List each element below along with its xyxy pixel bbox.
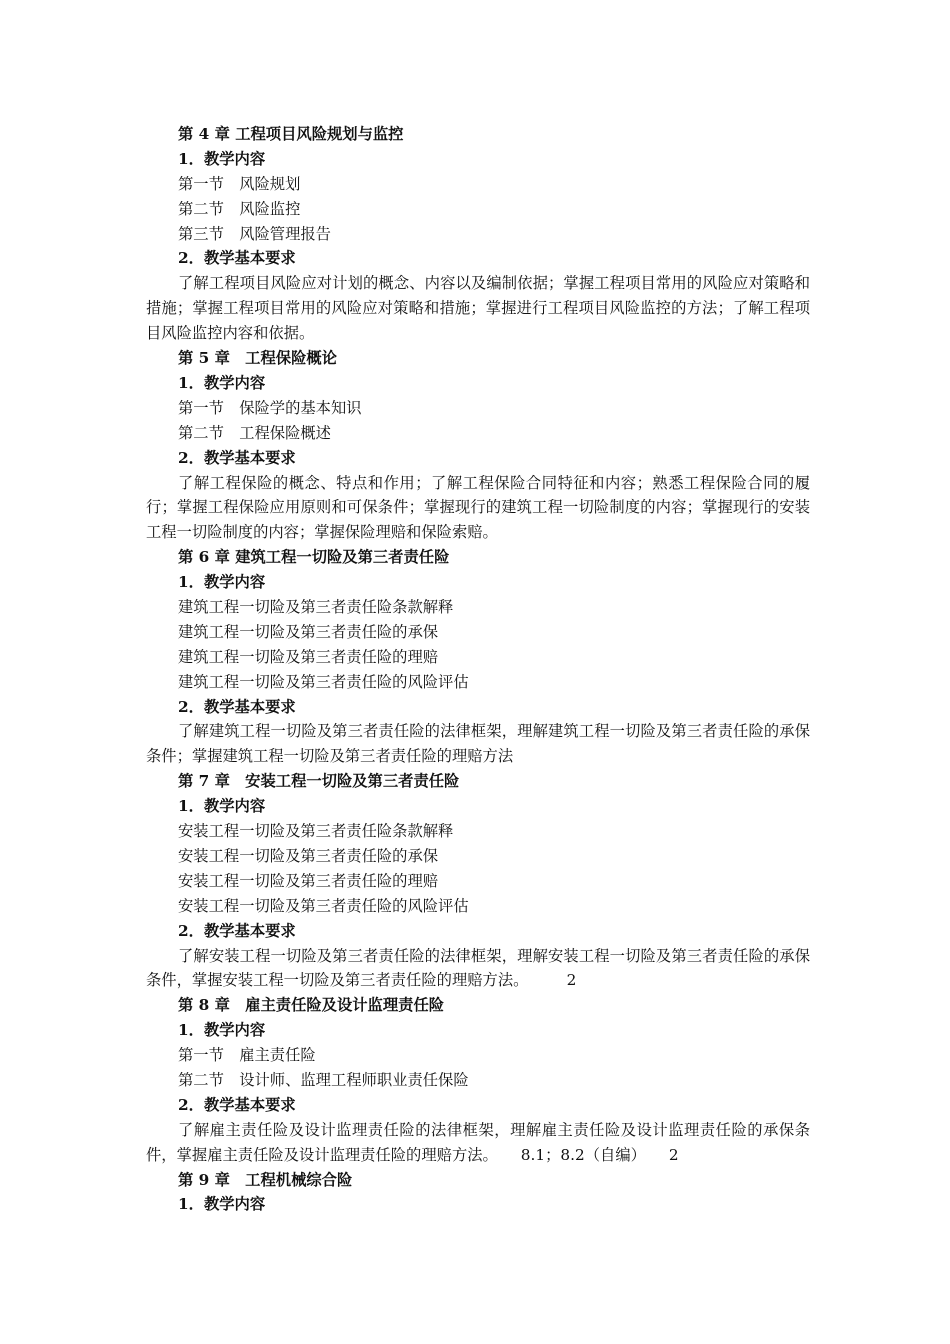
chapter-5-requirements-heading: 2．教学基本要求	[178, 448, 296, 467]
chapter-6-requirements-text: 了解建筑工程一切险及第三者责任险的法律框架，理解建筑工程一切险及第三者责任险的承保条件；掌握建筑工程一切险及第三者责任险的理赔方法	[146, 722, 810, 766]
chapter-4-title: 第 4 章 工程项目风险规划与监控	[178, 125, 404, 143]
chapter-7-item: 安装工程一切险及第三者责任险条款解释	[178, 822, 454, 841]
chapter-6-title: 第 6 章 建筑工程一切险及第三者责任险	[178, 548, 450, 567]
chapter-8-requirements-text: 了解雇主责任险及设计监理责任险的法律框架，理解雇主责任险及设计监理责任险的承保条件，掌握雇主责任险及设计监理责任险的理赔方法。 8.1；8.2（自编） 2	[146, 1120, 810, 1164]
chapter-7-item: 安装工程一切险及第三者责任险的风险评估	[178, 896, 469, 915]
document-body	[146, 122, 810, 1217]
chapter-6-requirements-heading: 2．教学基本要求	[178, 697, 296, 716]
chapter-5-title: 第 5 章 工程保险概论	[178, 349, 337, 368]
chapter-7-content-heading: 1．教学内容	[178, 797, 266, 816]
chapter-9-content-heading: 1．教学内容	[178, 1195, 266, 1214]
chapter-7-requirements-heading: 2．教学基本要求	[178, 921, 296, 940]
chapter-5-requirements-text: 了解工程保险的概念、特点和作用；了解工程保险合同特征和内容；熟悉工程保险合同的履行；掌握工程保险应用原则和可保条件；掌握现行的建筑工程一切险制度的内容；掌握现行的安装工程一切险制度的内容；掌握保险理赔和保险索赔。	[146, 473, 810, 542]
chapter-6-item: 建筑工程一切险及第三者责任险条款解释	[178, 598, 454, 617]
chapter-4-content-heading: 1．教学内容	[178, 149, 266, 168]
chapter-8-item: 第二节 设计师、监理工程师职业责任保险	[178, 1071, 469, 1089]
chapter-7-requirements-text: 了解安装工程一切险及第三者责任险的法律框架，理解安装工程一切险及第三者责任险的承保条件，掌握安装工程一切险及第三者责任险的理赔方法。 2	[146, 946, 810, 990]
chapter-8-content-heading: 1．教学内容	[178, 1021, 266, 1040]
chapter-5-item: 第一节 保险学的基本知识	[178, 398, 362, 417]
chapter-6-item: 建筑工程一切险及第三者责任险的理赔	[178, 647, 439, 666]
chapter-8-requirements-heading: 2．教学基本要求	[178, 1095, 296, 1114]
chapter-4-item: 第一节 风险规划	[178, 174, 301, 193]
chapter-8-item: 第一节 雇主责任险	[178, 1046, 316, 1065]
chapter-4-item: 第二节 风险监控	[178, 199, 301, 218]
chapter-6-item: 建筑工程一切险及第三者责任险的承保	[178, 622, 439, 641]
chapter-5-content-heading: 1．教学内容	[178, 373, 266, 392]
chapter-7-item: 安装工程一切险及第三者责任险的理赔	[178, 871, 439, 890]
chapter-4-requirements-text: 了解工程项目风险应对计划的概念、内容以及编制依据；掌握工程项目常用的风险应对策略和措施；掌握工程项目常用的风险应对策略和措施；掌握进行工程项目风险监控的方法；了解工程项目风险监控内容和依据。	[146, 274, 810, 343]
chapter-6-item: 建筑工程一切险及第三者责任险的风险评估	[178, 672, 469, 691]
chapter-6-content-heading: 1．教学内容	[178, 573, 266, 592]
chapter-7-title: 第 7 章 安装工程一切险及第三者责任险	[178, 772, 460, 791]
chapter-9-title: 第 9 章 工程机械综合险	[178, 1170, 353, 1189]
chapter-5-item: 第二节 工程保险概述	[178, 423, 331, 442]
chapter-4-item: 第三节 风险管理报告	[178, 224, 331, 243]
chapter-8-title: 第 8 章 雇主责任险及设计监理责任险	[178, 996, 445, 1015]
chapter-7-item: 安装工程一切险及第三者责任险的承保	[178, 846, 439, 865]
chapter-4-requirements-heading: 2．教学基本要求	[178, 249, 296, 268]
